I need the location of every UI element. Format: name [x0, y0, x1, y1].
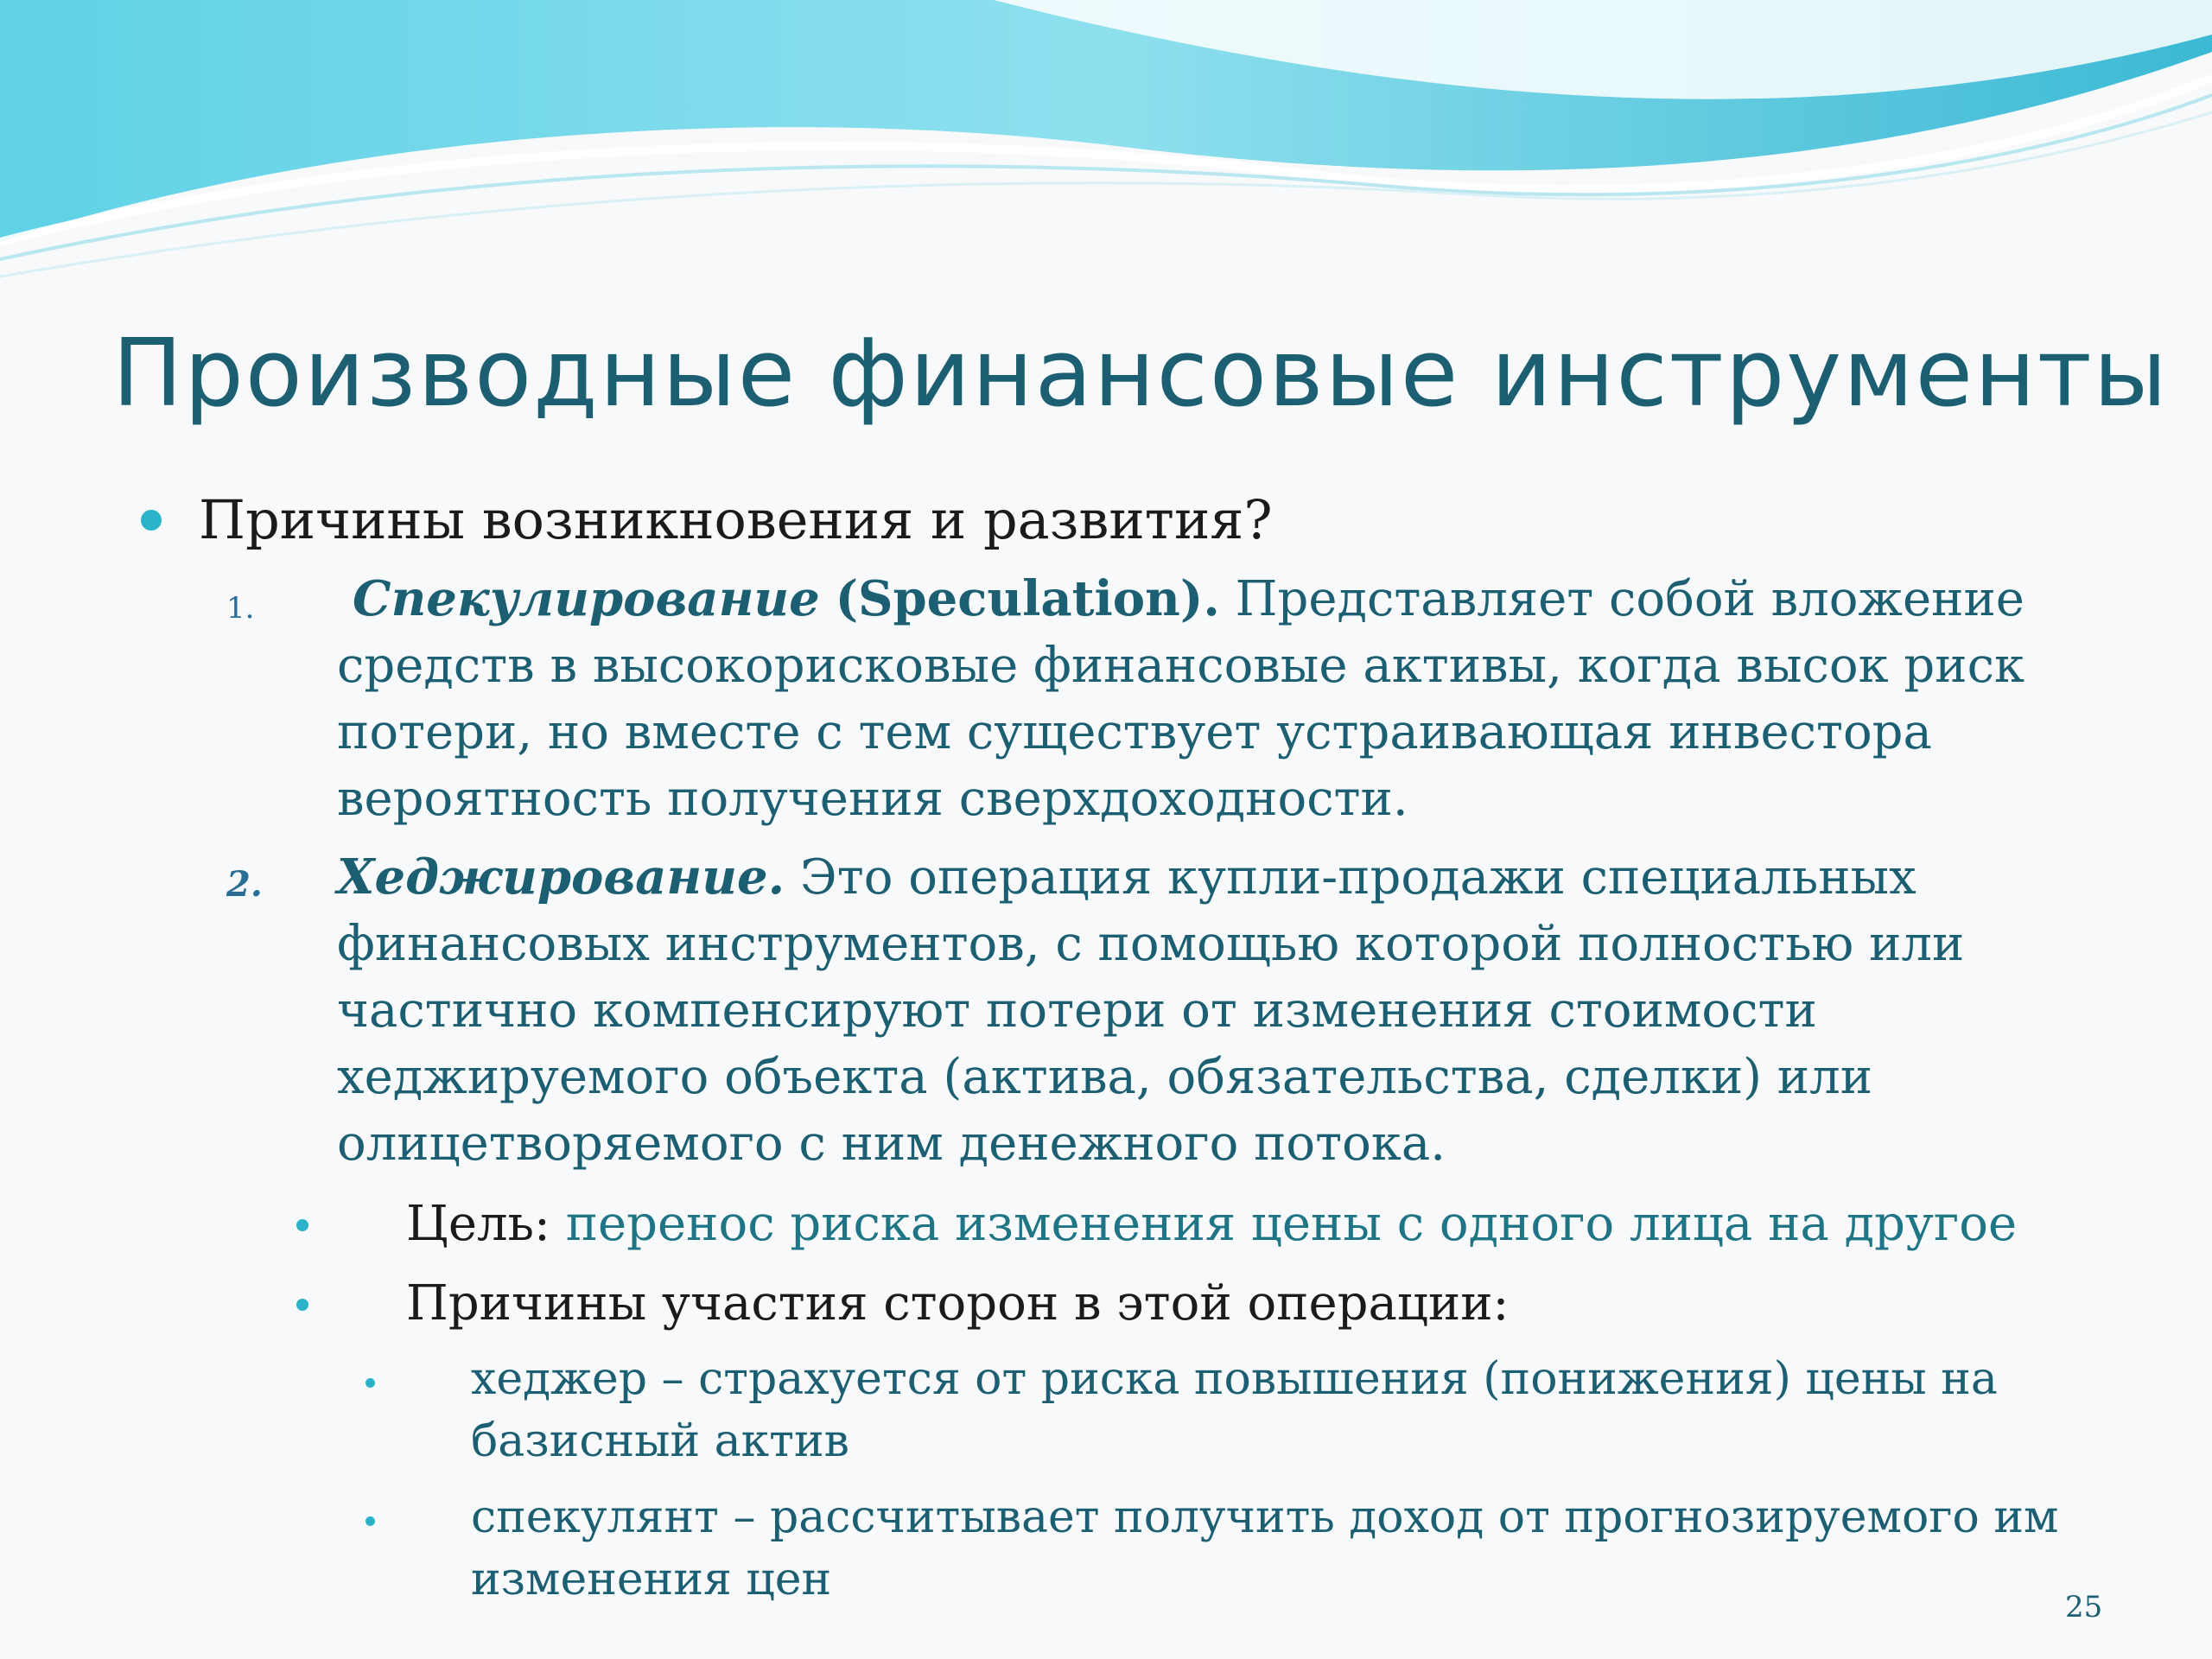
reasons-label: Причины участия сторон в этой операции: [406, 1275, 1510, 1332]
goal-label: Цель: [406, 1196, 550, 1252]
item2-number: 2. [226, 864, 263, 905]
goal-bullet-dot [296, 1219, 308, 1231]
reasons-line [406, 1270, 1509, 1337]
bullet-dot [141, 510, 162, 531]
item1-line3: потери, но вместе с тем существует устраивающая инвестора [337, 704, 1932, 760]
item1-line1: Представляет собой вложение [1219, 571, 2024, 627]
speculator-bullet-dot [365, 1516, 375, 1526]
item2-line4: хеджируемого объекта (актива, обязательства, сделки) или [337, 1049, 1873, 1105]
item1-term: Спекулирование [353, 570, 820, 627]
page-number: 25 [2065, 1590, 2103, 1624]
goal-text: перенос риска изменения цены с одного лица на другое [550, 1196, 2018, 1252]
speculator-line2: изменения цен [471, 1554, 832, 1605]
bullet-reasons-question: Причины возникновения и развития? [199, 488, 1273, 551]
speculator-line1: спекулянт – рассчитывает получить доход от прогнозируемого им [471, 1491, 2059, 1543]
hedger-line2: базисный актив [471, 1415, 849, 1467]
item2-line1: Это операция купли-продажи специальных [785, 849, 1916, 906]
item2-term: Хеджирование. [337, 849, 785, 906]
slide-title: Производные финансовые инструменты [112, 320, 2169, 428]
item1-number: 1. [226, 591, 255, 626]
hedger-line1: хеджер – страхуется от риска повышения (понижения) цены на [471, 1353, 1998, 1405]
item1-line2: средств в высокорисковые финансовые активы, когда высок риск [337, 638, 2024, 694]
item2-paragraph [337, 844, 1964, 1177]
item1-term-en: (Speculation). [835, 570, 1220, 627]
reasons-bullet-dot [296, 1299, 308, 1311]
item2-line2: финансовых инструментов, с помощью которой полностью или [337, 916, 1965, 972]
hedger-bullet-dot [365, 1378, 375, 1388]
item2-line5: олицетворяемого с ним денежного потока. [337, 1116, 1446, 1172]
item1-line4: вероятность получения сверхдоходности. [337, 771, 1408, 827]
goal-line [406, 1191, 2017, 1257]
speculator-paragraph [471, 1486, 2058, 1611]
item1-paragraph [337, 566, 2024, 832]
item2-line3: частично компенсируют потери от изменения стоимости [337, 982, 1817, 1039]
hedger-paragraph [471, 1348, 1998, 1472]
